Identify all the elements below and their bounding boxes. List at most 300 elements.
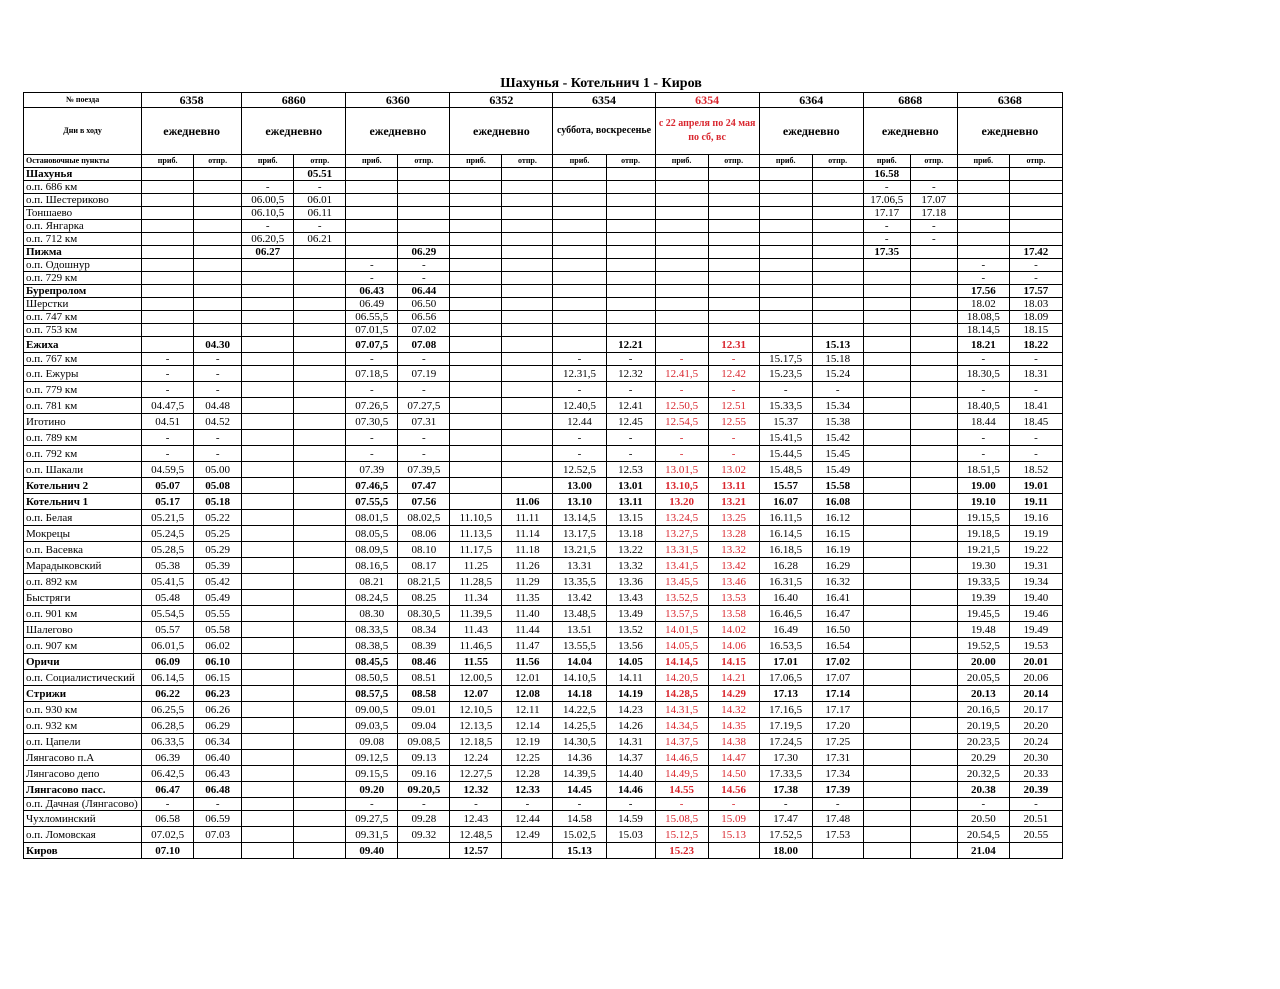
time-cell: 16.54 bbox=[812, 638, 863, 654]
time-cell: 13.02 bbox=[708, 462, 759, 478]
time-cell: 14.55 bbox=[655, 782, 708, 798]
table-row bbox=[24, 686, 1063, 702]
time-cell bbox=[242, 622, 294, 638]
time-cell bbox=[450, 246, 502, 259]
time-cell: 16.53,5 bbox=[759, 638, 812, 654]
time-cell: 19.21,5 bbox=[957, 542, 1009, 558]
time-cell: 07.39 bbox=[346, 462, 398, 478]
time-cell: 09.13 bbox=[398, 750, 450, 766]
time-cell bbox=[502, 446, 553, 462]
time-cell bbox=[606, 181, 655, 194]
time-cell bbox=[655, 324, 708, 337]
table-row bbox=[24, 827, 1063, 843]
time-cell: 16.18,5 bbox=[759, 542, 812, 558]
time-cell bbox=[242, 494, 294, 510]
time-cell bbox=[655, 207, 708, 220]
station-name: Иготино bbox=[24, 414, 142, 430]
table-row bbox=[24, 670, 1063, 686]
time-cell bbox=[655, 285, 708, 298]
time-cell: 08.46 bbox=[398, 654, 450, 670]
time-cell bbox=[242, 686, 294, 702]
train-number-row bbox=[24, 93, 1063, 108]
time-cell: 11.11 bbox=[502, 510, 553, 526]
time-cell: 13.10,5 bbox=[655, 478, 708, 494]
time-cell bbox=[812, 285, 863, 298]
time-cell: 06.50 bbox=[398, 298, 450, 311]
time-cell: 11.25 bbox=[450, 558, 502, 574]
time-cell: 13.49 bbox=[606, 606, 655, 622]
time-cell: 06.33,5 bbox=[142, 734, 194, 750]
time-cell: 07.03 bbox=[194, 827, 242, 843]
station-name: о.п. 930 км bbox=[24, 702, 142, 718]
time-cell bbox=[142, 298, 194, 311]
table-row bbox=[24, 353, 1063, 366]
time-cell: 14.46,5 bbox=[655, 750, 708, 766]
time-cell bbox=[708, 259, 759, 272]
station-name: о.п. Социалистический bbox=[24, 670, 142, 686]
time-cell bbox=[910, 446, 957, 462]
time-cell: - bbox=[812, 798, 863, 811]
train-number: 6354 bbox=[553, 93, 655, 108]
time-cell: - bbox=[606, 798, 655, 811]
time-cell bbox=[553, 220, 606, 233]
time-cell bbox=[194, 233, 242, 246]
time-cell: 19.39 bbox=[957, 590, 1009, 606]
time-cell: 11.10,5 bbox=[450, 510, 502, 526]
arrival-header: приб. bbox=[142, 155, 194, 168]
time-cell: - bbox=[957, 798, 1009, 811]
time-cell bbox=[450, 181, 502, 194]
time-cell: 20.33 bbox=[1009, 766, 1062, 782]
station-name: Мокрецы bbox=[24, 526, 142, 542]
time-cell bbox=[242, 462, 294, 478]
departure-header: отпр. bbox=[708, 155, 759, 168]
time-cell: 11.40 bbox=[502, 606, 553, 622]
time-cell bbox=[398, 194, 450, 207]
time-cell: 20.00 bbox=[957, 654, 1009, 670]
time-cell: 08.10 bbox=[398, 542, 450, 558]
time-cell: 18.40,5 bbox=[957, 398, 1009, 414]
time-cell: - bbox=[759, 798, 812, 811]
station-name: о.п. Янгарка bbox=[24, 220, 142, 233]
time-cell: 08.50,5 bbox=[346, 670, 398, 686]
time-cell: 18.15 bbox=[1009, 324, 1062, 337]
time-cell: 15.18 bbox=[812, 353, 863, 366]
time-cell: 19.31 bbox=[1009, 558, 1062, 574]
time-cell: 14.34,5 bbox=[655, 718, 708, 734]
station-name: о.п. 892 км bbox=[24, 574, 142, 590]
time-cell: 06.21 bbox=[294, 233, 346, 246]
time-cell bbox=[606, 285, 655, 298]
time-cell: 07.19 bbox=[398, 366, 450, 382]
station-name: Марадыковский bbox=[24, 558, 142, 574]
time-cell: 15.58 bbox=[812, 478, 863, 494]
time-cell: 17.57 bbox=[1009, 285, 1062, 298]
time-cell: 06.39 bbox=[142, 750, 194, 766]
time-cell: 05.42 bbox=[194, 574, 242, 590]
time-cell bbox=[450, 414, 502, 430]
time-cell: 20.17 bbox=[1009, 702, 1062, 718]
time-cell bbox=[759, 220, 812, 233]
time-cell: 11.55 bbox=[450, 654, 502, 670]
time-cell bbox=[502, 259, 553, 272]
time-cell: 06.23 bbox=[194, 686, 242, 702]
time-cell: 06.59 bbox=[194, 811, 242, 827]
time-cell: 08.30,5 bbox=[398, 606, 450, 622]
time-cell: 06.25,5 bbox=[142, 702, 194, 718]
time-cell: 06.09 bbox=[142, 654, 194, 670]
time-cell bbox=[502, 168, 553, 181]
time-cell: 14.26 bbox=[606, 718, 655, 734]
time-cell: 05.17 bbox=[142, 494, 194, 510]
time-cell bbox=[242, 398, 294, 414]
time-cell bbox=[1009, 168, 1062, 181]
train-days: ежедневно bbox=[346, 108, 450, 155]
time-cell bbox=[242, 337, 294, 353]
station-name: о.п. Шестериково bbox=[24, 194, 142, 207]
time-cell: 12.31 bbox=[708, 337, 759, 353]
time-cell: 08.02,5 bbox=[398, 510, 450, 526]
time-cell: 15.03 bbox=[606, 827, 655, 843]
time-cell: 13.32 bbox=[708, 542, 759, 558]
time-cell: 13.45,5 bbox=[655, 574, 708, 590]
time-cell bbox=[142, 220, 194, 233]
time-cell: - bbox=[863, 181, 910, 194]
time-cell: 14.45 bbox=[553, 782, 606, 798]
time-cell: 14.36 bbox=[553, 750, 606, 766]
station-name: о.п. Шакали bbox=[24, 462, 142, 478]
time-cell: 15.38 bbox=[812, 414, 863, 430]
time-cell: 12.07 bbox=[450, 686, 502, 702]
time-cell: 20.29 bbox=[957, 750, 1009, 766]
time-cell: - bbox=[294, 220, 346, 233]
time-cell bbox=[863, 272, 910, 285]
time-cell: 12.51 bbox=[708, 398, 759, 414]
time-cell bbox=[910, 478, 957, 494]
time-cell bbox=[502, 285, 553, 298]
time-cell: 08.17 bbox=[398, 558, 450, 574]
time-cell bbox=[142, 337, 194, 353]
time-cell: - bbox=[142, 798, 194, 811]
time-cell bbox=[655, 220, 708, 233]
time-cell: 06.34 bbox=[194, 734, 242, 750]
time-cell: 05.54,5 bbox=[142, 606, 194, 622]
time-cell: 18.08,5 bbox=[957, 311, 1009, 324]
time-cell: 14.04 bbox=[553, 654, 606, 670]
time-cell: 08.25 bbox=[398, 590, 450, 606]
time-cell: 12.49 bbox=[502, 827, 553, 843]
time-cell: 07.08 bbox=[398, 337, 450, 353]
time-cell: 14.30,5 bbox=[553, 734, 606, 750]
time-cell: 19.11 bbox=[1009, 494, 1062, 510]
time-cell: 05.39 bbox=[194, 558, 242, 574]
time-cell bbox=[910, 337, 957, 353]
time-cell bbox=[655, 233, 708, 246]
time-cell bbox=[450, 446, 502, 462]
time-cell: 05.38 bbox=[142, 558, 194, 574]
time-cell: 05.58 bbox=[194, 622, 242, 638]
time-cell bbox=[294, 446, 346, 462]
time-cell: 14.15 bbox=[708, 654, 759, 670]
stops-label: Остановочные пункты bbox=[24, 155, 142, 168]
time-cell: 16.41 bbox=[812, 590, 863, 606]
time-cell: - bbox=[346, 446, 398, 462]
time-cell: 20.50 bbox=[957, 811, 1009, 827]
time-cell bbox=[863, 462, 910, 478]
time-cell bbox=[910, 311, 957, 324]
time-cell bbox=[863, 734, 910, 750]
station-name: Чухломинский bbox=[24, 811, 142, 827]
time-cell: 18.14,5 bbox=[957, 324, 1009, 337]
time-cell bbox=[863, 590, 910, 606]
time-cell bbox=[242, 298, 294, 311]
time-cell: 11.28,5 bbox=[450, 574, 502, 590]
time-cell: - bbox=[863, 233, 910, 246]
departure-header: отпр. bbox=[294, 155, 346, 168]
time-cell: 09.15,5 bbox=[346, 766, 398, 782]
time-cell: 18.00 bbox=[759, 843, 812, 859]
time-cell bbox=[1009, 181, 1062, 194]
table-row bbox=[24, 233, 1063, 246]
time-cell bbox=[242, 526, 294, 542]
table-row bbox=[24, 311, 1063, 324]
time-cell bbox=[910, 542, 957, 558]
train-days: ежедневно bbox=[142, 108, 242, 155]
time-cell bbox=[606, 207, 655, 220]
time-cell bbox=[553, 194, 606, 207]
time-cell: 12.10,5 bbox=[450, 702, 502, 718]
time-cell bbox=[910, 782, 957, 798]
departure-header: отпр. bbox=[1009, 155, 1062, 168]
time-cell bbox=[708, 233, 759, 246]
station-name: о.п. 753 км bbox=[24, 324, 142, 337]
time-cell: 15.09 bbox=[708, 811, 759, 827]
time-cell: 14.11 bbox=[606, 670, 655, 686]
time-cell: 08.57,5 bbox=[346, 686, 398, 702]
time-cell: 19.40 bbox=[1009, 590, 1062, 606]
time-cell bbox=[502, 246, 553, 259]
time-cell bbox=[294, 782, 346, 798]
time-cell bbox=[294, 382, 346, 398]
time-cell bbox=[606, 298, 655, 311]
time-cell: - bbox=[502, 798, 553, 811]
time-cell bbox=[910, 558, 957, 574]
time-cell bbox=[957, 181, 1009, 194]
station-name: о.п. Дачная (Лянгасово) bbox=[24, 798, 142, 811]
time-cell: 17.31 bbox=[812, 750, 863, 766]
time-cell: 11.46,5 bbox=[450, 638, 502, 654]
time-cell bbox=[294, 734, 346, 750]
time-cell: - bbox=[398, 382, 450, 398]
time-cell: 17.33,5 bbox=[759, 766, 812, 782]
time-cell: 19.53 bbox=[1009, 638, 1062, 654]
time-cell bbox=[1009, 843, 1062, 859]
table-row bbox=[24, 654, 1063, 670]
time-cell bbox=[863, 622, 910, 638]
time-cell bbox=[502, 414, 553, 430]
time-cell: - bbox=[142, 382, 194, 398]
time-cell: 17.06,5 bbox=[759, 670, 812, 686]
time-cell bbox=[606, 233, 655, 246]
time-cell bbox=[242, 782, 294, 798]
station-name: о.п. 779 км bbox=[24, 382, 142, 398]
time-cell: - bbox=[1009, 272, 1062, 285]
time-cell: 04.48 bbox=[194, 398, 242, 414]
time-cell bbox=[759, 181, 812, 194]
table-row bbox=[24, 272, 1063, 285]
table-row bbox=[24, 510, 1063, 526]
time-cell bbox=[242, 750, 294, 766]
time-cell: 16.49 bbox=[759, 622, 812, 638]
time-cell bbox=[450, 382, 502, 398]
time-cell: 11.26 bbox=[502, 558, 553, 574]
time-cell bbox=[863, 811, 910, 827]
time-cell bbox=[910, 298, 957, 311]
time-cell: 14.31,5 bbox=[655, 702, 708, 718]
time-cell bbox=[759, 298, 812, 311]
time-cell: 07.26,5 bbox=[346, 398, 398, 414]
time-cell: 07.39,5 bbox=[398, 462, 450, 478]
time-cell: 06.10,5 bbox=[242, 207, 294, 220]
time-cell: 18.52 bbox=[1009, 462, 1062, 478]
time-cell: 15.13 bbox=[708, 827, 759, 843]
time-cell: 05.08 bbox=[194, 478, 242, 494]
arrival-header: приб. bbox=[957, 155, 1009, 168]
time-cell: 17.17 bbox=[812, 702, 863, 718]
time-cell: 09.31,5 bbox=[346, 827, 398, 843]
time-cell: 09.16 bbox=[398, 766, 450, 782]
station-name: о.п. Белая bbox=[24, 510, 142, 526]
time-cell bbox=[759, 168, 812, 181]
time-cell: 06.47 bbox=[142, 782, 194, 798]
time-cell: - bbox=[553, 382, 606, 398]
time-cell: 08.09,5 bbox=[346, 542, 398, 558]
time-cell: - bbox=[142, 446, 194, 462]
time-cell: - bbox=[194, 430, 242, 446]
time-cell bbox=[242, 654, 294, 670]
time-cell: 13.57,5 bbox=[655, 606, 708, 622]
time-cell: 11.56 bbox=[502, 654, 553, 670]
time-cell: - bbox=[553, 430, 606, 446]
station-name: Шахунья bbox=[24, 168, 142, 181]
time-cell bbox=[294, 702, 346, 718]
time-cell: 15.34 bbox=[812, 398, 863, 414]
time-cell bbox=[863, 430, 910, 446]
time-cell: 05.41,5 bbox=[142, 574, 194, 590]
time-cell bbox=[863, 478, 910, 494]
time-cell bbox=[708, 298, 759, 311]
time-cell: 12.40,5 bbox=[553, 398, 606, 414]
time-cell: 18.31 bbox=[1009, 366, 1062, 382]
station-name: Шерстки bbox=[24, 298, 142, 311]
time-cell: 11.35 bbox=[502, 590, 553, 606]
time-cell bbox=[863, 798, 910, 811]
time-cell: 06.22 bbox=[142, 686, 194, 702]
time-cell: 11.29 bbox=[502, 574, 553, 590]
time-cell: 11.06 bbox=[502, 494, 553, 510]
time-cell: 19.45,5 bbox=[957, 606, 1009, 622]
time-cell bbox=[502, 382, 553, 398]
time-cell: 06.55,5 bbox=[346, 311, 398, 324]
time-cell: 17.16,5 bbox=[759, 702, 812, 718]
time-cell: 08.21,5 bbox=[398, 574, 450, 590]
time-cell: 13.52 bbox=[606, 622, 655, 638]
time-cell: 14.31 bbox=[606, 734, 655, 750]
time-cell bbox=[910, 285, 957, 298]
time-cell bbox=[863, 285, 910, 298]
time-cell: - bbox=[1009, 798, 1062, 811]
station-name: о.п. 747 км bbox=[24, 311, 142, 324]
time-cell: 19.19 bbox=[1009, 526, 1062, 542]
time-cell bbox=[450, 194, 502, 207]
time-cell: 14.01,5 bbox=[655, 622, 708, 638]
arrival-header: приб. bbox=[553, 155, 606, 168]
time-cell: 13.27,5 bbox=[655, 526, 708, 542]
time-cell bbox=[194, 311, 242, 324]
time-cell: 13.00 bbox=[553, 478, 606, 494]
time-cell bbox=[398, 843, 450, 859]
time-cell: 08.58 bbox=[398, 686, 450, 702]
train-days: ежедневно bbox=[242, 108, 346, 155]
time-cell: 17.13 bbox=[759, 686, 812, 702]
time-cell bbox=[142, 194, 194, 207]
time-cell: 11.47 bbox=[502, 638, 553, 654]
time-cell bbox=[294, 542, 346, 558]
time-cell: 09.12,5 bbox=[346, 750, 398, 766]
station-name: о.п. 789 км bbox=[24, 430, 142, 446]
time-cell: 07.07,5 bbox=[346, 337, 398, 353]
time-cell bbox=[346, 207, 398, 220]
station-name: Оричи bbox=[24, 654, 142, 670]
time-cell bbox=[655, 259, 708, 272]
time-cell: 16.12 bbox=[812, 510, 863, 526]
time-cell bbox=[502, 298, 553, 311]
time-cell bbox=[346, 194, 398, 207]
time-cell: 19.18,5 bbox=[957, 526, 1009, 542]
time-cell bbox=[553, 246, 606, 259]
time-cell bbox=[910, 259, 957, 272]
time-cell: 20.54,5 bbox=[957, 827, 1009, 843]
table-row bbox=[24, 207, 1063, 220]
time-cell: - bbox=[553, 446, 606, 462]
time-cell: 11.18 bbox=[502, 542, 553, 558]
time-cell bbox=[708, 207, 759, 220]
time-cell: 17.18 bbox=[910, 207, 957, 220]
time-cell bbox=[910, 494, 957, 510]
time-cell: 13.18 bbox=[606, 526, 655, 542]
time-cell: - bbox=[553, 798, 606, 811]
time-cell: 17.39 bbox=[812, 782, 863, 798]
time-cell: - bbox=[812, 382, 863, 398]
time-cell bbox=[502, 311, 553, 324]
time-cell: 14.32 bbox=[708, 702, 759, 718]
time-cell: - bbox=[346, 353, 398, 366]
time-cell: 14.49,5 bbox=[655, 766, 708, 782]
time-cell bbox=[142, 259, 194, 272]
time-cell: 15.42 bbox=[812, 430, 863, 446]
time-cell bbox=[910, 843, 957, 859]
time-cell bbox=[606, 259, 655, 272]
time-cell bbox=[910, 430, 957, 446]
time-cell bbox=[910, 702, 957, 718]
time-cell: 09.20,5 bbox=[398, 782, 450, 798]
time-cell bbox=[294, 246, 346, 259]
time-cell: 06.43 bbox=[194, 766, 242, 782]
time-cell: 06.27 bbox=[242, 246, 294, 259]
time-cell: 04.59,5 bbox=[142, 462, 194, 478]
time-cell bbox=[294, 259, 346, 272]
time-cell: 05.00 bbox=[194, 462, 242, 478]
